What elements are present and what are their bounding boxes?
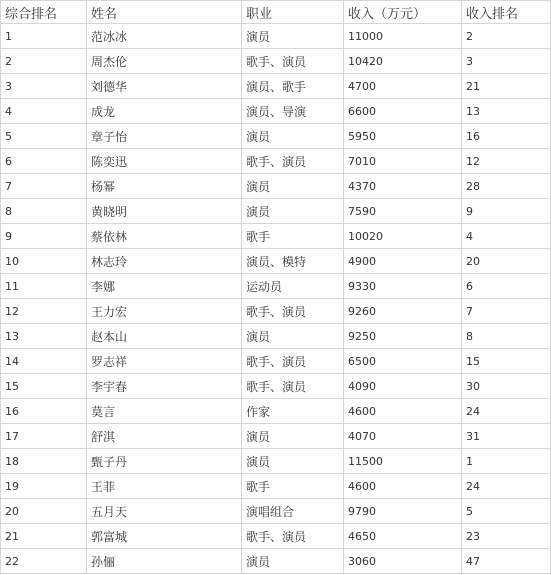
cell-income: 4090 (344, 374, 462, 399)
cell-occupation: 歌手、演员 (242, 49, 344, 74)
cell-income: 7590 (344, 199, 462, 224)
cell-occupation: 演员 (242, 124, 344, 149)
cell-income: 4600 (344, 399, 462, 424)
cell-income-rank: 28 (462, 174, 551, 199)
cell-overall-rank: 6 (1, 149, 87, 174)
cell-income: 9250 (344, 324, 462, 349)
header-occupation: 职业 (242, 1, 344, 24)
cell-occupation: 运动员 (242, 274, 344, 299)
cell-income: 6600 (344, 99, 462, 124)
table-row (1, 299, 551, 324)
cell-income-rank: 24 (462, 399, 551, 424)
cell-income: 6500 (344, 349, 462, 374)
cell-occupation: 演员 (242, 549, 344, 574)
cell-income-rank: 9 (462, 199, 551, 224)
table-row (1, 374, 551, 399)
cell-income: 7010 (344, 149, 462, 174)
header-income-rank: 收入排名 (462, 1, 551, 24)
cell-income-rank: 6 (462, 274, 551, 299)
cell-occupation: 演员、导演 (242, 99, 344, 124)
cell-overall-rank: 18 (1, 449, 87, 474)
cell-overall-rank: 11 (1, 274, 87, 299)
cell-income: 11500 (344, 449, 462, 474)
table-row (1, 249, 551, 274)
cell-income: 9330 (344, 274, 462, 299)
cell-income-rank: 13 (462, 99, 551, 124)
cell-income-rank: 2 (462, 24, 551, 49)
cell-overall-rank: 10 (1, 249, 87, 274)
cell-income-rank: 23 (462, 524, 551, 549)
cell-name: 刘德华 (87, 74, 242, 99)
cell-occupation: 演唱组合 (242, 499, 344, 524)
cell-overall-rank: 13 (1, 324, 87, 349)
cell-occupation: 演员 (242, 449, 344, 474)
cell-occupation: 歌手、演员 (242, 299, 344, 324)
table-row (1, 549, 551, 574)
cell-overall-rank: 7 (1, 174, 87, 199)
cell-overall-rank: 2 (1, 49, 87, 74)
table-row (1, 324, 551, 349)
cell-name: 周杰伦 (87, 49, 242, 74)
cell-occupation: 演员、模特 (242, 249, 344, 274)
table-row (1, 474, 551, 499)
table-row (1, 199, 551, 224)
table-row (1, 349, 551, 374)
table-row (1, 424, 551, 449)
table-row (1, 399, 551, 424)
cell-name: 王菲 (87, 474, 242, 499)
cell-name: 李宇春 (87, 374, 242, 399)
cell-overall-rank: 12 (1, 299, 87, 324)
cell-overall-rank: 21 (1, 524, 87, 549)
cell-name: 罗志祥 (87, 349, 242, 374)
header-overall-rank: 综合排名 (1, 1, 87, 24)
table-row (1, 174, 551, 199)
cell-name: 范冰冰 (87, 24, 242, 49)
cell-overall-rank: 20 (1, 499, 87, 524)
table-row (1, 224, 551, 249)
cell-name: 黄晓明 (87, 199, 242, 224)
cell-name: 郭富城 (87, 524, 242, 549)
cell-occupation: 歌手、演员 (242, 149, 344, 174)
cell-overall-rank: 19 (1, 474, 87, 499)
cell-income-rank: 47 (462, 549, 551, 574)
table-header (1, 1, 551, 24)
cell-income: 4070 (344, 424, 462, 449)
cell-name: 莫言 (87, 399, 242, 424)
table-row (1, 49, 551, 74)
cell-income-rank: 31 (462, 424, 551, 449)
cell-occupation: 歌手、演员 (242, 374, 344, 399)
cell-income-rank: 16 (462, 124, 551, 149)
cell-name: 林志玲 (87, 249, 242, 274)
cell-name: 章子怡 (87, 124, 242, 149)
cell-income: 9790 (344, 499, 462, 524)
table-body (1, 24, 551, 574)
cell-income-rank: 5 (462, 499, 551, 524)
cell-occupation: 歌手、演员 (242, 349, 344, 374)
cell-name: 舒淇 (87, 424, 242, 449)
cell-income: 4600 (344, 474, 462, 499)
cell-income-rank: 12 (462, 149, 551, 174)
cell-overall-rank: 4 (1, 99, 87, 124)
header-row (1, 1, 551, 24)
cell-overall-rank: 3 (1, 74, 87, 99)
header-name: 姓名 (87, 1, 242, 24)
cell-income-rank: 21 (462, 74, 551, 99)
cell-occupation: 歌手、演员 (242, 524, 344, 549)
cell-income-rank: 3 (462, 49, 551, 74)
table-row (1, 499, 551, 524)
cell-income: 4700 (344, 74, 462, 99)
cell-income: 5950 (344, 124, 462, 149)
cell-name: 杨幂 (87, 174, 242, 199)
cell-name: 蔡依林 (87, 224, 242, 249)
cell-occupation: 演员 (242, 174, 344, 199)
table-row (1, 99, 551, 124)
cell-name: 孙俪 (87, 549, 242, 574)
cell-overall-rank: 16 (1, 399, 87, 424)
cell-occupation: 歌手 (242, 224, 344, 249)
cell-name: 五月天 (87, 499, 242, 524)
table-row (1, 449, 551, 474)
cell-income: 4370 (344, 174, 462, 199)
cell-income-rank: 1 (462, 449, 551, 474)
cell-overall-rank: 14 (1, 349, 87, 374)
cell-overall-rank: 8 (1, 199, 87, 224)
cell-income: 3060 (344, 549, 462, 574)
cell-occupation: 作家 (242, 399, 344, 424)
cell-overall-rank: 22 (1, 549, 87, 574)
cell-income-rank: 4 (462, 224, 551, 249)
cell-income-rank: 7 (462, 299, 551, 324)
table-row (1, 24, 551, 49)
header-income: 收入（万元） (344, 1, 462, 24)
cell-income-rank: 8 (462, 324, 551, 349)
cell-income: 11000 (344, 24, 462, 49)
cell-occupation: 演员 (242, 24, 344, 49)
cell-name: 陈奕迅 (87, 149, 242, 174)
cell-occupation: 歌手 (242, 474, 344, 499)
cell-occupation: 演员、歌手 (242, 74, 344, 99)
cell-occupation: 演员 (242, 424, 344, 449)
cell-occupation: 演员 (242, 199, 344, 224)
cell-income: 4650 (344, 524, 462, 549)
cell-name: 甄子丹 (87, 449, 242, 474)
cell-overall-rank: 5 (1, 124, 87, 149)
cell-occupation: 演员 (242, 324, 344, 349)
cell-name: 赵本山 (87, 324, 242, 349)
table-row (1, 149, 551, 174)
cell-overall-rank: 9 (1, 224, 87, 249)
table-row (1, 274, 551, 299)
cell-overall-rank: 15 (1, 374, 87, 399)
cell-income-rank: 30 (462, 374, 551, 399)
cell-overall-rank: 1 (1, 24, 87, 49)
cell-income-rank: 15 (462, 349, 551, 374)
cell-income: 10420 (344, 49, 462, 74)
cell-name: 成龙 (87, 99, 242, 124)
cell-overall-rank: 17 (1, 424, 87, 449)
cell-income-rank: 20 (462, 249, 551, 274)
table-row (1, 124, 551, 149)
cell-income: 9260 (344, 299, 462, 324)
cell-income-rank: 24 (462, 474, 551, 499)
table-row (1, 524, 551, 549)
cell-income: 10020 (344, 224, 462, 249)
cell-name: 王力宏 (87, 299, 242, 324)
cell-income: 4900 (344, 249, 462, 274)
table-row (1, 74, 551, 99)
cell-name: 李娜 (87, 274, 242, 299)
